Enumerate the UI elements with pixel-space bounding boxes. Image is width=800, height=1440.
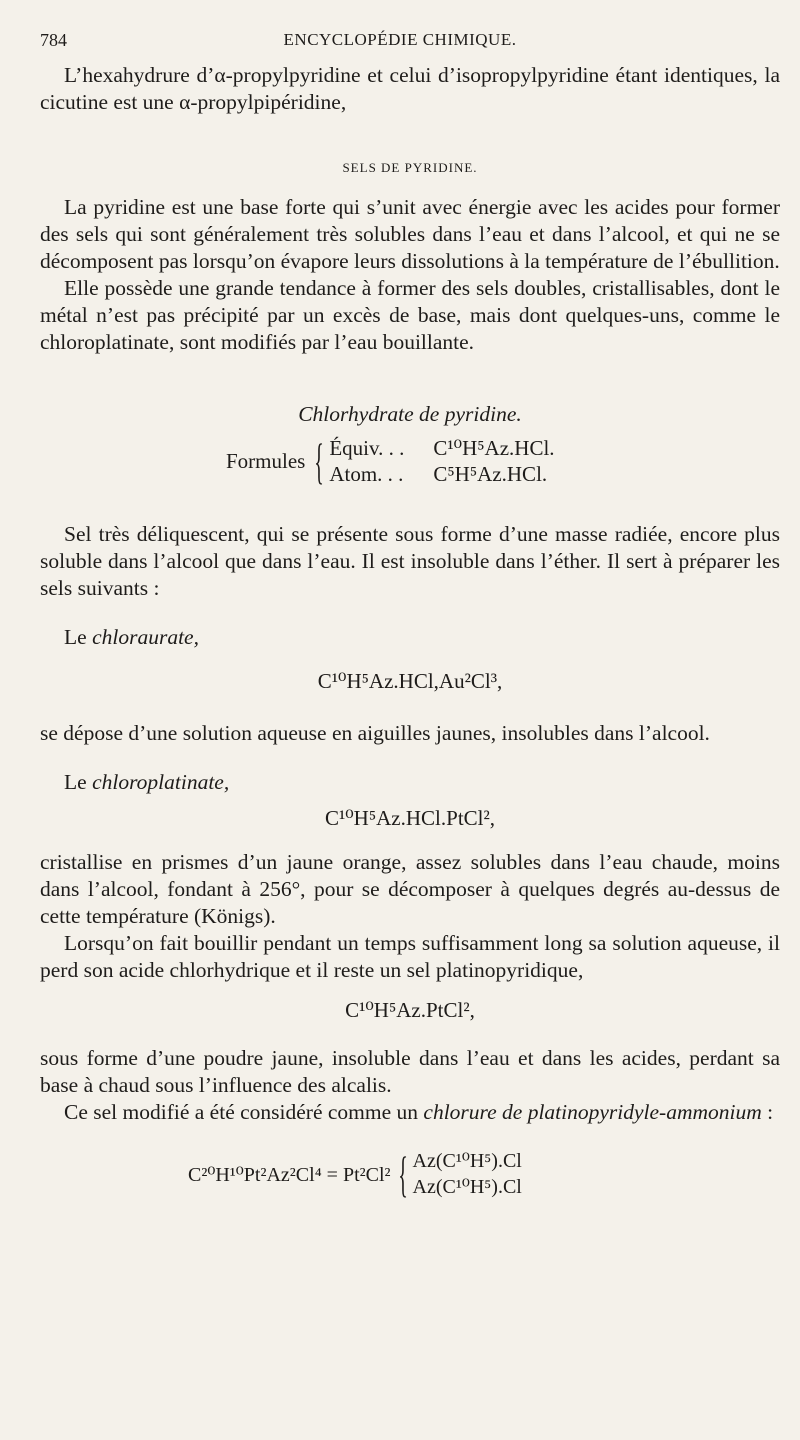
formule-equiv [329, 435, 554, 461]
formules-block [226, 435, 780, 487]
chloroplatinate-name: chloroplatinate, [92, 770, 230, 794]
final-formula-rows [413, 1148, 522, 1200]
p7-end: : [761, 1100, 774, 1124]
chloraurate-text: se dépose d’une solution aqueuse en aiguilles jaunes, insolubles dans l’alcool. [40, 721, 710, 745]
platino-formula: C¹⁰H⁵Az.PtCl², [345, 998, 475, 1022]
page-number: 784 [40, 30, 67, 50]
paragraph-deliquescent: Sel très déliquescent, qui se présente sous forme d’une masse radiée, encore plus soluble dans l’alcool que dans l’eau. Il est insoluble dans l’éther. Il sert à préparer les sels suivants : [40, 522, 780, 600]
paragraph-pyridine-base: La pyridine est une base forte qui s’unit avec énergie avec les acides pour former des sels qui sont généralement très solubles dans l’eau et dans l’alcool, et qui ne se décomposent pas lorsqu’on évapore leurs dissolutions à la température de l’ébullition. [40, 195, 780, 273]
formule-atom [329, 461, 554, 487]
chloraurate-intro [40, 624, 780, 651]
paragraph-platinopyridyle [40, 1099, 780, 1126]
chloraurate-formula: C¹⁰H⁵Az.HCl,Au²Cl³, [317, 669, 503, 693]
atom-formula: C⁵H⁵Az.HCl. [433, 462, 548, 486]
chloraurate-prefix: Le [64, 625, 93, 649]
final-formula-left: C²⁰H¹⁰Pt²Az²Cl⁴ = Pt²Cl² [188, 1163, 391, 1186]
platinopyridyle-term: chlorure de platinopyridyle-ammonium [423, 1100, 762, 1124]
final-formula [188, 1148, 780, 1200]
paragraph-double-salts: Elle possède une grande tendance à former des sels doubles, cristallisables, dont le métal n’est pas précipité par un excès de base, mais dont quelques-uns, comme le chloroplatinate, sont modifiés par l’eau bouillante. [40, 276, 780, 354]
equiv-formula: C¹⁰H⁵Az.HCl. [433, 436, 555, 460]
running-title: ENCYCLOPÉDIE CHIMIQUE. [283, 30, 517, 49]
paragraph-yellow-powder: sous forme d’une poudre jaune, insoluble dans l’eau et dans les acides, perdant sa base à chaud sous l’influence des alcalis. [40, 1046, 780, 1097]
equiv-label: Équiv. . . [329, 436, 405, 460]
chloroplatinate-prefix: Le [64, 770, 93, 794]
section-title: SELS DE PYRIDINE. [342, 160, 478, 175]
subheading-chlorhydrate: Chlorhydrate de pyridine. [298, 402, 522, 426]
final-formula-row-1: Az(C¹⁰H⁵).Cl [412, 1150, 522, 1172]
page-header [40, 30, 760, 52]
chloroplatinate-formula: C¹⁰H⁵Az.HCl.PtCl², [324, 806, 496, 830]
chloroplatinate-intro [40, 769, 780, 796]
atom-label: Atom. . . [329, 462, 404, 486]
formules-rows [329, 435, 554, 487]
p7-start: Ce sel modifié a été considéré comme un [64, 1100, 424, 1124]
paragraph-boiling: Lorsqu’on fait bouillir pendant un temps suffisamment long sa solution aqueuse, il perd son acide chlorhydrique et il reste un sel platinopyridique, [40, 931, 780, 982]
page-body [40, 62, 780, 1200]
paragraph-cicutine: L’hexahydrure d’α-propylpyridine et celui d’isopropylpyridine étant identiques, la cicutine est une α-propylpipéridine, [40, 63, 780, 114]
chloroplatinate-text: cristallise en prismes d’un jaune orange, assez solubles dans l’eau chaude, moins dans l’alcool, fondant à 256°, pour se décomposer à quelques degrés au-dessus de cette température (Königs). [40, 850, 780, 928]
chloraurate-name: chloraurate, [92, 625, 199, 649]
left-brace-icon: { [397, 1146, 408, 1202]
final-formula-row-2: Az(C¹⁰H⁵).Cl [412, 1176, 522, 1198]
formules-label: Formules [226, 448, 306, 473]
left-brace-icon: { [314, 433, 325, 489]
